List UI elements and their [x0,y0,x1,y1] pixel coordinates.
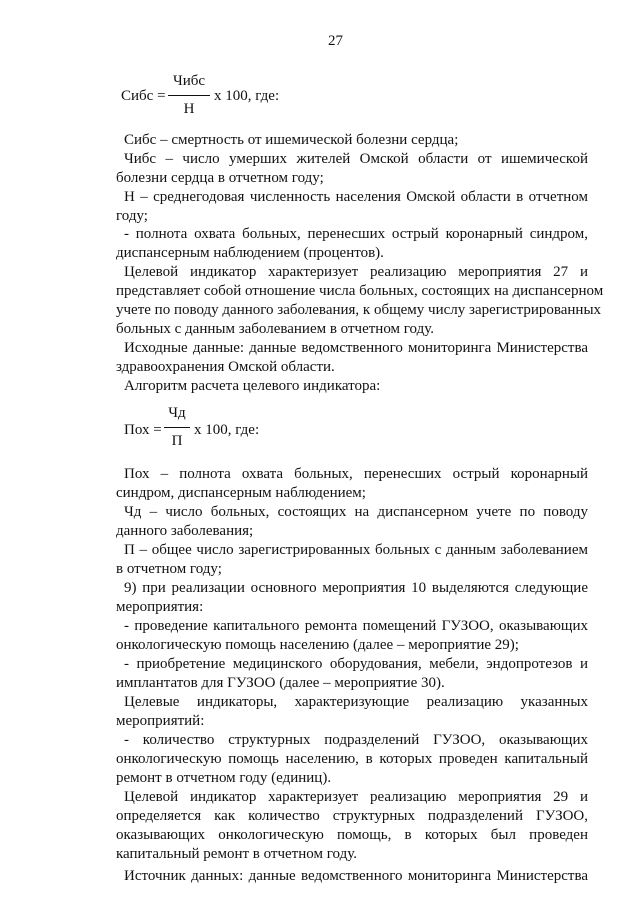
text-line: капитальный ремонт в отчетном году. [116,846,357,862]
text-line: определяется как количество структурных подразделений ГУЗОО, [116,808,588,824]
text-line: в отчетном году; [116,561,222,577]
text-line: синдром, диспансерным наблюдением; [116,485,366,501]
text-line: здравоохранения Омской области. [116,359,335,375]
definition-sibs: Сибс – смертность от ишемической болезни сердца; [124,132,459,148]
text-line: - полнота охвата больных, перенесших острый коронарный синдром, [124,226,588,242]
text-line: диспансерным наблюдением (процентов). [116,245,384,261]
paragraph-source-2: Источник данных: данные ведомственного мониторинга Министерства [124,868,588,884]
text-line: онкологическую помощь населению, в которых проведен капитальный [116,751,588,767]
text-line: Чд – число больных, состоящих на диспансерном учете по поводу [124,504,588,520]
page-number: 27 [328,33,343,49]
text-line: мероприятий: [116,713,205,729]
text-line: мероприятия: [116,599,204,615]
text-line: Целевой индикатор характеризует реализацию мероприятия 29 и [124,789,588,805]
text-line: болезни сердца в отчетном году; [116,170,324,186]
text-line: Н – среднегодовая численность населения Омской области в отчетном [124,189,588,205]
formula-lhs: Сибс = [121,88,166,104]
text-line: данного заболевания; [116,523,254,539]
text-line: году; [116,208,148,224]
formula-lhs: Пох = [124,422,162,438]
text-line: - проведение капитального ремонта помещений ГУЗОО, оказывающих [124,618,588,634]
algorithm-heading: Алгоритм расчета целевого индикатора: [124,378,381,394]
text-line: Чибс – число умерших жителей Омской области от ишемической [124,151,588,167]
text-line: больных с данным заболеванием в отчетном году. [116,321,435,337]
text-line: 9) при реализации основного мероприятия 10 выделяются следующие [124,580,588,596]
text-line: онкологическую помощь населению (далее – мероприятие 29); [116,637,519,653]
fraction-bar [164,427,190,428]
text-line: учете по поводу данного заболевания, к общему числу зарегистрированных [116,302,602,318]
text-line: Целевой индикатор характеризует реализацию мероприятия 27 и [124,264,588,280]
text-line: имплантатов для ГУЗОО (далее – мероприятие 30). [116,675,445,691]
formula-numerator: Чибс [172,73,206,89]
formula-denominator: П [171,433,183,449]
text-line: Исходные данные: данные ведомственного мониторинга Министерства [124,340,588,356]
text-line: Целевые индикаторы, характеризующие реализацию указанных [124,694,588,710]
text-line: - количество структурных подразделений ГУЗОО, оказывающих [124,732,588,748]
text-line: П – общее число зарегистрированных больных с данным заболеванием [124,542,588,558]
formula-denominator: Н [183,101,195,117]
formula-numerator: Чд [168,405,186,421]
formula-rhs: х 100, где: [194,422,260,438]
text-line: - приобретение медицинского оборудования, мебели, эндопротезов и [124,656,588,672]
fraction-bar [168,95,210,96]
text-line: оказывающих онкологическую помощь, в которых был проведен [116,827,588,843]
text-line: ремонт в отчетном году (единиц). [116,770,332,786]
text-line: Пох – полнота охвата больных, перенесших острый коронарный [124,466,588,482]
formula-rhs: х 100, где: [214,88,280,104]
text-line: представляет собой отношение числа больных, состоящих на диспансерном [116,283,604,299]
